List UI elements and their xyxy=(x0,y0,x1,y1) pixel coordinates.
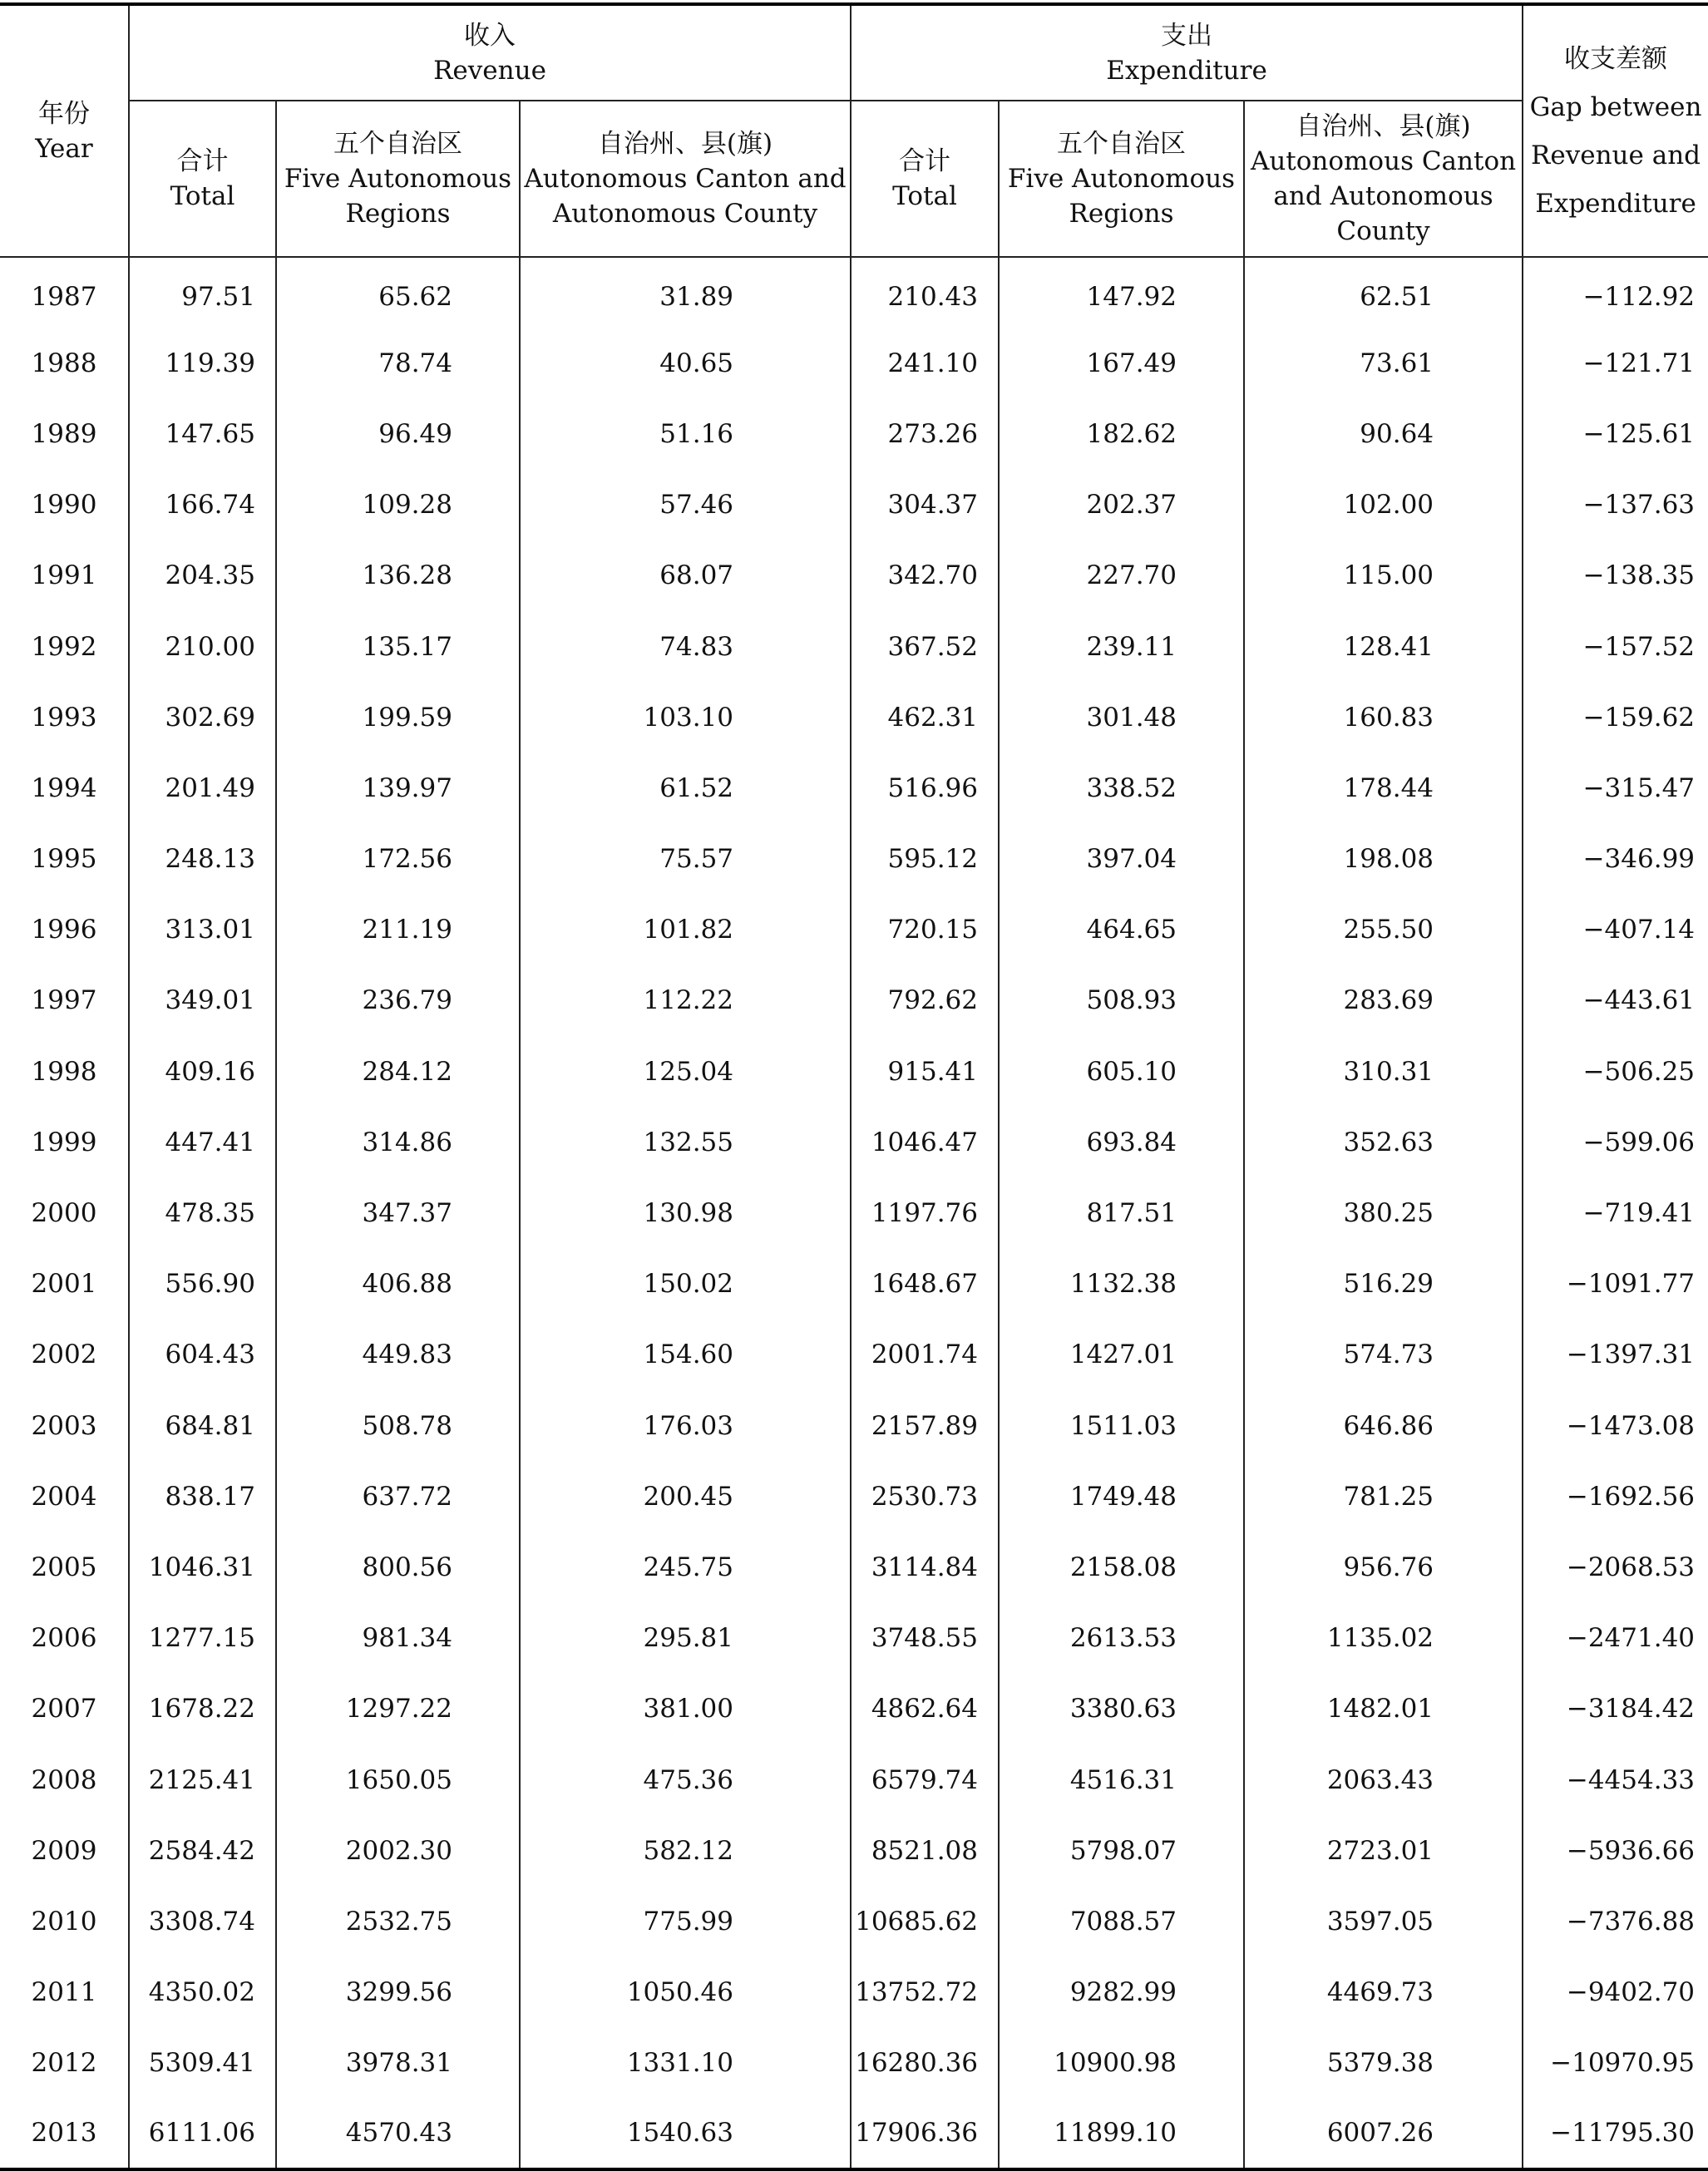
revenue-total-cell: 684.81 xyxy=(129,1390,276,1461)
revenue-five-regions-cell: 136.28 xyxy=(276,540,520,611)
expenditure-autonomous-cell: 6007.26 xyxy=(1244,2099,1523,2169)
year-cell: 2007 xyxy=(0,1674,129,1744)
revenue-five-header-zh: 五个自治区 xyxy=(333,129,462,159)
expenditure-autonomous-cell: 178.44 xyxy=(1244,752,1523,823)
revenue-five-regions-cell: 508.78 xyxy=(276,1390,520,1461)
gap-header-en-3: Expenditure xyxy=(1535,188,1696,219)
expenditure-autonomous-cell: 310.31 xyxy=(1244,1036,1523,1107)
table-row xyxy=(0,398,1708,469)
revenue-autonomous-cell: 775.99 xyxy=(520,1886,851,1956)
expenditure-autonomous-cell: 3597.05 xyxy=(1244,1886,1523,1956)
expenditure-autonomous-cell: 90.64 xyxy=(1244,398,1523,469)
table-row xyxy=(0,1177,1708,1248)
revenue-total-cell: 97.51 xyxy=(129,257,276,328)
revenue-five-regions-cell: 139.97 xyxy=(276,752,520,823)
table-row xyxy=(0,965,1708,1036)
table-row xyxy=(0,1815,1708,1886)
table-row xyxy=(0,1532,1708,1602)
revenue-autonomous-cell: 31.89 xyxy=(520,257,851,328)
expenditure-five-regions-cell: 7088.57 xyxy=(999,1886,1244,1956)
expenditure-autonomous-cell: 198.08 xyxy=(1244,824,1523,895)
expenditure-total-header-zh: 合计 xyxy=(899,146,951,176)
year-cell: 2012 xyxy=(0,2028,129,2099)
expenditure-five-regions-cell: 2158.08 xyxy=(999,1532,1244,1602)
expenditure-autonomous-cell: 115.00 xyxy=(1244,540,1523,611)
expenditure-five-regions-cell: 5798.07 xyxy=(999,1815,1244,1886)
revenue-five-regions-header xyxy=(276,101,520,257)
expenditure-five-header-zh: 五个自治区 xyxy=(1057,129,1187,159)
expenditure-five-regions-cell: 182.62 xyxy=(999,398,1244,469)
expenditure-auto-header-en-1: Autonomous Canton xyxy=(1250,146,1517,176)
year-cell: 2002 xyxy=(0,1320,129,1390)
revenue-five-regions-cell: 314.86 xyxy=(276,1107,520,1177)
revenue-five-regions-cell: 96.49 xyxy=(276,398,520,469)
expenditure-header xyxy=(851,4,1523,101)
table-row xyxy=(0,1886,1708,1956)
revenue-total-cell: 3308.74 xyxy=(129,1886,276,1956)
gap-cell: −1473.08 xyxy=(1523,1390,1708,1461)
year-cell: 2008 xyxy=(0,1744,129,1815)
expenditure-total-header xyxy=(851,101,999,257)
revenue-expenditure-table xyxy=(0,2,1708,2171)
expenditure-total-cell: 3748.55 xyxy=(851,1603,999,1674)
revenue-five-regions-cell: 981.34 xyxy=(276,1603,520,1674)
revenue-autonomous-cell: 200.45 xyxy=(520,1461,851,1532)
expenditure-autonomous-cell: 160.83 xyxy=(1244,682,1523,752)
table-row xyxy=(0,2028,1708,2099)
revenue-autonomous-cell: 101.82 xyxy=(520,895,851,965)
year-cell: 1993 xyxy=(0,682,129,752)
table-row xyxy=(0,1107,1708,1177)
expenditure-autonomous-cell: 1135.02 xyxy=(1244,1603,1523,1674)
revenue-autonomous-cell: 125.04 xyxy=(520,1036,851,1107)
expenditure-total-cell: 273.26 xyxy=(851,398,999,469)
revenue-autonomous-cell: 68.07 xyxy=(520,540,851,611)
gap-cell: −407.14 xyxy=(1523,895,1708,965)
expenditure-autonomous-cell: 62.51 xyxy=(1244,257,1523,328)
expenditure-autonomous-cell: 2723.01 xyxy=(1244,1815,1523,1886)
revenue-autonomous-cell: 130.98 xyxy=(520,1177,851,1248)
expenditure-auto-header-en-2: and Autonomous xyxy=(1273,181,1493,211)
table-row xyxy=(0,540,1708,611)
year-cell: 1989 xyxy=(0,398,129,469)
expenditure-total-cell: 10685.62 xyxy=(851,1886,999,1956)
year-cell: 2010 xyxy=(0,1886,129,1956)
table-row xyxy=(0,1957,1708,2028)
table-row xyxy=(0,1744,1708,1815)
expenditure-five-regions-cell: 239.11 xyxy=(999,611,1244,682)
revenue-total-cell: 147.65 xyxy=(129,398,276,469)
year-cell: 1987 xyxy=(0,257,129,328)
revenue-autonomous-cell: 381.00 xyxy=(520,1674,851,1744)
table-row xyxy=(0,895,1708,965)
revenue-total-cell: 478.35 xyxy=(129,1177,276,1248)
revenue-five-regions-cell: 199.59 xyxy=(276,682,520,752)
expenditure-five-regions-cell: 605.10 xyxy=(999,1036,1244,1107)
revenue-auto-header-zh: 自治州、县(旗) xyxy=(597,129,773,159)
expenditure-autonomous-cell: 516.29 xyxy=(1244,1249,1523,1320)
revenue-total-cell: 1678.22 xyxy=(129,1674,276,1744)
table-row xyxy=(0,328,1708,398)
revenue-five-regions-cell: 2002.30 xyxy=(276,1815,520,1886)
revenue-five-regions-cell: 78.74 xyxy=(276,328,520,398)
table-row xyxy=(0,1461,1708,1532)
table-row xyxy=(0,752,1708,823)
gap-header-zh: 收支差额 xyxy=(1564,43,1668,74)
revenue-total-cell: 313.01 xyxy=(129,895,276,965)
revenue-five-regions-cell: 2532.75 xyxy=(276,1886,520,1956)
gap-cell: −2068.53 xyxy=(1523,1532,1708,1602)
expenditure-autonomous-cell: 956.76 xyxy=(1244,1532,1523,1602)
expenditure-five-regions-cell: 1132.38 xyxy=(999,1249,1244,1320)
expenditure-autonomous-cell: 574.73 xyxy=(1244,1320,1523,1390)
revenue-autonomous-header xyxy=(520,101,851,257)
table-row xyxy=(0,257,1708,328)
expenditure-five-regions-cell: 464.65 xyxy=(999,895,1244,965)
revenue-total-cell: 302.69 xyxy=(129,682,276,752)
year-cell: 1997 xyxy=(0,965,129,1036)
gap-cell: −5936.66 xyxy=(1523,1815,1708,1886)
year-cell: 2009 xyxy=(0,1815,129,1886)
revenue-total-cell: 838.17 xyxy=(129,1461,276,1532)
revenue-five-regions-cell: 4570.43 xyxy=(276,2099,520,2169)
expenditure-total-cell: 16280.36 xyxy=(851,2028,999,2099)
revenue-autonomous-cell: 475.36 xyxy=(520,1744,851,1815)
expenditure-total-cell: 6579.74 xyxy=(851,1744,999,1815)
revenue-total-cell: 201.49 xyxy=(129,752,276,823)
revenue-five-regions-cell: 284.12 xyxy=(276,1036,520,1107)
expenditure-five-regions-cell: 2613.53 xyxy=(999,1603,1244,1674)
revenue-five-regions-cell: 236.79 xyxy=(276,965,520,1036)
expenditure-total-cell: 1648.67 xyxy=(851,1249,999,1320)
expenditure-total-cell: 4862.64 xyxy=(851,1674,999,1744)
expenditure-total-header-en: Total xyxy=(892,181,957,211)
table-row xyxy=(0,1249,1708,1320)
gap-cell: −125.61 xyxy=(1523,398,1708,469)
expenditure-total-cell: 241.10 xyxy=(851,328,999,398)
revenue-five-regions-cell: 800.56 xyxy=(276,1532,520,1602)
year-header xyxy=(0,4,129,257)
revenue-total-cell: 210.00 xyxy=(129,611,276,682)
expenditure-total-cell: 2001.74 xyxy=(851,1320,999,1390)
revenue-five-regions-cell: 65.62 xyxy=(276,257,520,328)
revenue-five-regions-cell: 135.17 xyxy=(276,611,520,682)
revenue-autonomous-cell: 1050.46 xyxy=(520,1957,851,2028)
expenditure-total-cell: 3114.84 xyxy=(851,1532,999,1602)
gap-cell: −112.92 xyxy=(1523,257,1708,328)
year-cell: 1996 xyxy=(0,895,129,965)
year-cell: 1992 xyxy=(0,611,129,682)
expenditure-five-regions-cell: 301.48 xyxy=(999,682,1244,752)
expenditure-five-regions-cell: 1749.48 xyxy=(999,1461,1244,1532)
expenditure-total-cell: 8521.08 xyxy=(851,1815,999,1886)
expenditure-autonomous-cell: 102.00 xyxy=(1244,470,1523,540)
expenditure-total-cell: 516.96 xyxy=(851,752,999,823)
revenue-five-regions-cell: 1650.05 xyxy=(276,1744,520,1815)
revenue-header-zh: 收入 xyxy=(464,20,516,51)
revenue-auto-header-en-1: Autonomous Canton and xyxy=(524,164,847,194)
expenditure-total-cell: 595.12 xyxy=(851,824,999,895)
expenditure-autonomous-cell: 5379.38 xyxy=(1244,2028,1523,2099)
year-cell: 2006 xyxy=(0,1603,129,1674)
revenue-total-cell: 2125.41 xyxy=(129,1744,276,1815)
revenue-five-regions-cell: 3299.56 xyxy=(276,1957,520,2028)
revenue-autonomous-cell: 1331.10 xyxy=(520,2028,851,2099)
expenditure-autonomous-cell: 4469.73 xyxy=(1244,1957,1523,2028)
table-row xyxy=(0,1390,1708,1461)
expenditure-autonomous-cell: 255.50 xyxy=(1244,895,1523,965)
year-cell: 1998 xyxy=(0,1036,129,1107)
gap-cell: −599.06 xyxy=(1523,1107,1708,1177)
revenue-autonomous-cell: 245.75 xyxy=(520,1532,851,1602)
expenditure-total-cell: 13752.72 xyxy=(851,1957,999,2028)
expenditure-five-regions-cell: 1511.03 xyxy=(999,1390,1244,1461)
revenue-autonomous-cell: 103.10 xyxy=(520,682,851,752)
year-cell: 2011 xyxy=(0,1957,129,2028)
revenue-total-cell: 204.35 xyxy=(129,540,276,611)
revenue-five-regions-cell: 172.56 xyxy=(276,824,520,895)
expenditure-autonomous-header xyxy=(1244,101,1523,257)
expenditure-five-regions-cell: 1427.01 xyxy=(999,1320,1244,1390)
expenditure-five-regions-cell: 4516.31 xyxy=(999,1744,1244,1815)
expenditure-five-regions-cell: 147.92 xyxy=(999,257,1244,328)
table-row xyxy=(0,824,1708,895)
gap-cell: −157.52 xyxy=(1523,611,1708,682)
gap-cell: −4454.33 xyxy=(1523,1744,1708,1815)
expenditure-autonomous-cell: 1482.01 xyxy=(1244,1674,1523,1744)
expenditure-total-cell: 367.52 xyxy=(851,611,999,682)
gap-cell: −1692.56 xyxy=(1523,1461,1708,1532)
revenue-autonomous-cell: 154.60 xyxy=(520,1320,851,1390)
expenditure-autonomous-cell: 646.86 xyxy=(1244,1390,1523,1461)
gap-cell: −2471.40 xyxy=(1523,1603,1708,1674)
revenue-total-cell: 409.16 xyxy=(129,1036,276,1107)
revenue-five-regions-cell: 211.19 xyxy=(276,895,520,965)
revenue-autonomous-cell: 57.46 xyxy=(520,470,851,540)
revenue-total-cell: 349.01 xyxy=(129,965,276,1036)
expenditure-total-cell: 210.43 xyxy=(851,257,999,328)
revenue-five-header-en-2: Regions xyxy=(345,199,451,229)
expenditure-total-cell: 1197.76 xyxy=(851,1177,999,1248)
gap-header-en-1: Gap between xyxy=(1529,91,1702,122)
expenditure-autonomous-cell: 380.25 xyxy=(1244,1177,1523,1248)
expenditure-five-regions-cell: 202.37 xyxy=(999,470,1244,540)
year-cell: 2001 xyxy=(0,1249,129,1320)
gap-cell: −1091.77 xyxy=(1523,1249,1708,1320)
year-cell: 1995 xyxy=(0,824,129,895)
year-cell: 1988 xyxy=(0,328,129,398)
expenditure-total-cell: 304.37 xyxy=(851,470,999,540)
revenue-autonomous-cell: 150.02 xyxy=(520,1249,851,1320)
expenditure-autonomous-cell: 781.25 xyxy=(1244,1461,1523,1532)
revenue-header xyxy=(129,4,851,101)
revenue-total-cell: 604.43 xyxy=(129,1320,276,1390)
expenditure-autonomous-cell: 352.63 xyxy=(1244,1107,1523,1177)
expenditure-five-regions-cell: 508.93 xyxy=(999,965,1244,1036)
year-cell: 1991 xyxy=(0,540,129,611)
gap-cell: −7376.88 xyxy=(1523,1886,1708,1956)
expenditure-five-regions-cell: 397.04 xyxy=(999,824,1244,895)
expenditure-autonomous-cell: 283.69 xyxy=(1244,965,1523,1036)
revenue-autonomous-cell: 40.65 xyxy=(520,328,851,398)
gap-cell: −506.25 xyxy=(1523,1036,1708,1107)
revenue-total-cell: 1277.15 xyxy=(129,1603,276,1674)
year-cell: 1994 xyxy=(0,752,129,823)
year-cell: 2003 xyxy=(0,1390,129,1461)
gap-cell: −346.99 xyxy=(1523,824,1708,895)
expenditure-five-regions-cell: 10900.98 xyxy=(999,2028,1244,2099)
expenditure-five-regions-cell: 167.49 xyxy=(999,328,1244,398)
revenue-autonomous-cell: 132.55 xyxy=(520,1107,851,1177)
table-row xyxy=(0,1603,1708,1674)
year-header-zh: 年份 xyxy=(38,98,90,129)
revenue-five-header-en-1: Five Autonomous xyxy=(284,164,512,194)
table-row xyxy=(0,1320,1708,1390)
revenue-five-regions-cell: 109.28 xyxy=(276,470,520,540)
expenditure-five-header-en-2: Regions xyxy=(1069,199,1174,229)
gap-cell: −9402.70 xyxy=(1523,1957,1708,2028)
table-row xyxy=(0,1036,1708,1107)
revenue-total-cell: 2584.42 xyxy=(129,1815,276,1886)
gap-cell: −137.63 xyxy=(1523,470,1708,540)
revenue-total-cell: 447.41 xyxy=(129,1107,276,1177)
gap-cell: −10970.95 xyxy=(1523,2028,1708,2099)
gap-cell: −121.71 xyxy=(1523,328,1708,398)
revenue-five-regions-cell: 347.37 xyxy=(276,1177,520,1248)
revenue-total-cell: 5309.41 xyxy=(129,2028,276,2099)
year-cell: 1999 xyxy=(0,1107,129,1177)
gap-cell: −138.35 xyxy=(1523,540,1708,611)
revenue-autonomous-cell: 295.81 xyxy=(520,1603,851,1674)
expenditure-five-regions-cell: 693.84 xyxy=(999,1107,1244,1177)
expenditure-auto-header-en-3: County xyxy=(1336,216,1430,246)
gap-cell: −159.62 xyxy=(1523,682,1708,752)
revenue-five-regions-cell: 3978.31 xyxy=(276,2028,520,2099)
gap-cell: −1397.31 xyxy=(1523,1320,1708,1390)
revenue-total-header-en: Total xyxy=(170,181,235,211)
revenue-total-cell: 6111.06 xyxy=(129,2099,276,2169)
table-row xyxy=(0,2099,1708,2169)
table-row xyxy=(0,682,1708,752)
expenditure-total-cell: 2157.89 xyxy=(851,1390,999,1461)
expenditure-total-cell: 792.62 xyxy=(851,965,999,1036)
expenditure-total-cell: 915.41 xyxy=(851,1036,999,1107)
gap-cell: −11795.30 xyxy=(1523,2099,1708,2169)
revenue-autonomous-cell: 61.52 xyxy=(520,752,851,823)
year-header-en: Year xyxy=(35,133,93,164)
expenditure-five-regions-header xyxy=(999,101,1244,257)
revenue-total-cell: 248.13 xyxy=(129,824,276,895)
table-row xyxy=(0,1674,1708,1744)
revenue-five-regions-cell: 406.88 xyxy=(276,1249,520,1320)
year-cell: 2000 xyxy=(0,1177,129,1248)
revenue-autonomous-cell: 74.83 xyxy=(520,611,851,682)
year-cell: 2004 xyxy=(0,1461,129,1532)
revenue-autonomous-cell: 582.12 xyxy=(520,1815,851,1886)
table-body xyxy=(0,257,1708,2169)
expenditure-five-regions-cell: 817.51 xyxy=(999,1177,1244,1248)
revenue-total-cell: 119.39 xyxy=(129,328,276,398)
gap-cell: −3184.42 xyxy=(1523,1674,1708,1744)
gap-header xyxy=(1523,4,1708,257)
revenue-autonomous-cell: 112.22 xyxy=(520,965,851,1036)
expenditure-header-zh: 支出 xyxy=(1161,20,1213,51)
expenditure-five-regions-cell: 3380.63 xyxy=(999,1674,1244,1744)
expenditure-five-regions-cell: 338.52 xyxy=(999,752,1244,823)
table-row xyxy=(0,470,1708,540)
expenditure-autonomous-cell: 73.61 xyxy=(1244,328,1523,398)
revenue-header-en: Revenue xyxy=(433,55,546,86)
gap-cell: −719.41 xyxy=(1523,1177,1708,1248)
year-cell: 1990 xyxy=(0,470,129,540)
expenditure-five-regions-cell: 227.70 xyxy=(999,540,1244,611)
expenditure-header-en: Expenditure xyxy=(1106,55,1267,86)
revenue-five-regions-cell: 1297.22 xyxy=(276,1674,520,1744)
year-cell: 2013 xyxy=(0,2099,129,2169)
expenditure-total-cell: 17906.36 xyxy=(851,2099,999,2169)
expenditure-autonomous-cell: 128.41 xyxy=(1244,611,1523,682)
revenue-auto-header-en-2: Autonomous County xyxy=(552,199,818,229)
revenue-total-cell: 1046.31 xyxy=(129,1532,276,1602)
expenditure-five-regions-cell: 9282.99 xyxy=(999,1957,1244,2028)
revenue-total-cell: 4350.02 xyxy=(129,1957,276,2028)
expenditure-five-regions-cell: 11899.10 xyxy=(999,2099,1244,2169)
revenue-five-regions-cell: 449.83 xyxy=(276,1320,520,1390)
revenue-autonomous-cell: 1540.63 xyxy=(520,2099,851,2169)
revenue-total-header xyxy=(129,101,276,257)
gap-header-en-2: Revenue and xyxy=(1531,140,1701,170)
expenditure-total-cell: 1046.47 xyxy=(851,1107,999,1177)
expenditure-auto-header-zh: 自治州、县(旗) xyxy=(1296,111,1471,141)
revenue-total-header-zh: 合计 xyxy=(176,146,229,176)
expenditure-total-cell: 342.70 xyxy=(851,540,999,611)
table-row xyxy=(0,611,1708,682)
gap-cell: −315.47 xyxy=(1523,752,1708,823)
expenditure-five-header-en-1: Five Autonomous xyxy=(1007,164,1236,194)
expenditure-total-cell: 462.31 xyxy=(851,682,999,752)
revenue-five-regions-cell: 637.72 xyxy=(276,1461,520,1532)
expenditure-autonomous-cell: 2063.43 xyxy=(1244,1744,1523,1815)
year-cell: 2005 xyxy=(0,1532,129,1602)
revenue-total-cell: 556.90 xyxy=(129,1249,276,1320)
revenue-autonomous-cell: 51.16 xyxy=(520,398,851,469)
revenue-autonomous-cell: 176.03 xyxy=(520,1390,851,1461)
revenue-total-cell: 166.74 xyxy=(129,470,276,540)
gap-cell: −443.61 xyxy=(1523,965,1708,1036)
expenditure-total-cell: 2530.73 xyxy=(851,1461,999,1532)
expenditure-total-cell: 720.15 xyxy=(851,895,999,965)
revenue-autonomous-cell: 75.57 xyxy=(520,824,851,895)
